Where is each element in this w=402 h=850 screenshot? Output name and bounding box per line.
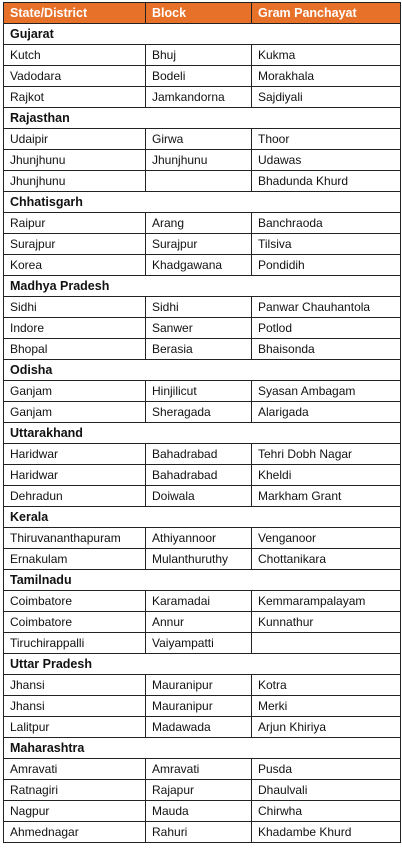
gram-panchayat-cell: Thoor [252, 129, 401, 150]
block-cell: Mulanthuruthy [146, 549, 252, 570]
block-cell: Rajapur [146, 780, 252, 801]
table-row [4, 45, 401, 66]
state-name: Maharashtra [4, 738, 401, 759]
gram-panchayat-cell: Udawas [252, 150, 401, 171]
table-row [4, 822, 401, 843]
gram-panchayat-cell: Kukma [252, 45, 401, 66]
table-row [4, 612, 401, 633]
gram-panchayat-cell: Sajdiyali [252, 87, 401, 108]
district-cell: Ganjam [4, 402, 146, 423]
district-cell: Amravati [4, 759, 146, 780]
block-cell: Annur [146, 612, 252, 633]
gram-panchayat-cell: Dhaulvali [252, 780, 401, 801]
block-cell: Madawada [146, 717, 252, 738]
table-row [4, 297, 401, 318]
block-cell: Vaiyampatti [146, 633, 252, 654]
district-cell: Indore [4, 318, 146, 339]
block-cell: Amravati [146, 759, 252, 780]
gram-panchayat-cell: Markham Grant [252, 486, 401, 507]
block-cell: Sanwer [146, 318, 252, 339]
table-row [4, 465, 401, 486]
district-cell: Sidhi [4, 297, 146, 318]
state-name: Uttarakhand [4, 423, 401, 444]
state-row [4, 570, 401, 591]
district-cell: Haridwar [4, 465, 146, 486]
state-name: Rajasthan [4, 108, 401, 129]
gram-panchayat-cell: Syasan Ambagam [252, 381, 401, 402]
block-cell: Surajpur [146, 234, 252, 255]
table-row [4, 87, 401, 108]
state-name: Kerala [4, 507, 401, 528]
table-row [4, 486, 401, 507]
table-row [4, 444, 401, 465]
district-cell: Udaipir [4, 129, 146, 150]
header-block: Block [146, 3, 252, 24]
table-row [4, 234, 401, 255]
gram-panchayat-cell: Kunnathur [252, 612, 401, 633]
gram-panchayat-cell: Venganoor [252, 528, 401, 549]
state-row [4, 738, 401, 759]
block-cell: Mauranipur [146, 675, 252, 696]
table-row [4, 696, 401, 717]
district-cell: Surajpur [4, 234, 146, 255]
block-cell: Mauda [146, 801, 252, 822]
state-row [4, 24, 401, 45]
table-row [4, 528, 401, 549]
block-cell: Jhunjhunu [146, 150, 252, 171]
district-cell: Coimbatore [4, 591, 146, 612]
district-cell: Dehradun [4, 486, 146, 507]
district-cell: Bhopal [4, 339, 146, 360]
state-name: Uttar Pradesh [4, 654, 401, 675]
gram-panchayat-cell: Bhadunda Khurd [252, 171, 401, 192]
gram-panchayat-cell: Chottanikara [252, 549, 401, 570]
block-cell: Mauranipur [146, 696, 252, 717]
gram-panchayat-cell: Arjun Khiriya [252, 717, 401, 738]
gram-panchayat-cell: Tilsiva [252, 234, 401, 255]
district-cell: Vadodara [4, 66, 146, 87]
state-name: Odisha [4, 360, 401, 381]
district-cell: Haridwar [4, 444, 146, 465]
district-cell: Kutch [4, 45, 146, 66]
table-row [4, 150, 401, 171]
block-cell: Bodeli [146, 66, 252, 87]
state-row [4, 654, 401, 675]
gram-panchayat-cell: Potlod [252, 318, 401, 339]
gram-panchayat-cell: Banchraoda [252, 213, 401, 234]
table-row [4, 339, 401, 360]
district-cell: Rajkot [4, 87, 146, 108]
gram-panchayat-cell: Khadambe Khurd [252, 822, 401, 843]
gram-panchayat-cell: Chirwha [252, 801, 401, 822]
table-row [4, 381, 401, 402]
block-cell: Girwa [146, 129, 252, 150]
gram-panchayat-cell [252, 633, 401, 654]
district-cell: Ratnagiri [4, 780, 146, 801]
block-cell: Rahuri [146, 822, 252, 843]
block-cell: Berasia [146, 339, 252, 360]
district-cell: Lalitpur [4, 717, 146, 738]
district-cell: Jhunjhunu [4, 171, 146, 192]
block-cell: Bahadrabad [146, 444, 252, 465]
gram-panchayat-cell: Tehri Dobh Nagar [252, 444, 401, 465]
table-row [4, 402, 401, 423]
block-cell: Khadgawana [146, 255, 252, 276]
block-cell: Sidhi [146, 297, 252, 318]
table-row [4, 801, 401, 822]
block-cell: Jamkandorna [146, 87, 252, 108]
table-row [4, 171, 401, 192]
district-cell: Jhansi [4, 675, 146, 696]
block-cell: Sheragada [146, 402, 252, 423]
table-header-row [4, 3, 401, 24]
table-row [4, 591, 401, 612]
table-row [4, 318, 401, 339]
gram-panchayat-cell: Merki [252, 696, 401, 717]
block-cell: Bahadrabad [146, 465, 252, 486]
table-row [4, 549, 401, 570]
state-row [4, 276, 401, 297]
gram-panchayat-cell: Kotra [252, 675, 401, 696]
table-row [4, 717, 401, 738]
district-cell: Coimbatore [4, 612, 146, 633]
table-row [4, 129, 401, 150]
table-row [4, 780, 401, 801]
district-cell: Ernakulam [4, 549, 146, 570]
state-name: Tamilnadu [4, 570, 401, 591]
district-cell: Tiruchirappalli [4, 633, 146, 654]
gram-panchayat-cell: Kemmarampalayam [252, 591, 401, 612]
block-cell [146, 171, 252, 192]
block-cell: Bhuj [146, 45, 252, 66]
gram-panchayat-cell: Kheldi [252, 465, 401, 486]
state-row [4, 192, 401, 213]
table-row [4, 213, 401, 234]
gram-panchayat-cell: Panwar Chauhantola [252, 297, 401, 318]
block-cell: Karamadai [146, 591, 252, 612]
block-cell: Doiwala [146, 486, 252, 507]
state-row [4, 507, 401, 528]
gram-panchayat-cell: Morakhala [252, 66, 401, 87]
gram-panchayat-cell: Alarigada [252, 402, 401, 423]
gram-panchayat-cell: Pusda [252, 759, 401, 780]
district-cell: Jhunjhunu [4, 150, 146, 171]
panchayat-table [3, 2, 401, 843]
table-row [4, 66, 401, 87]
block-cell: Arang [146, 213, 252, 234]
table-row [4, 759, 401, 780]
table-row [4, 675, 401, 696]
table-body [4, 24, 401, 843]
district-cell: Raipur [4, 213, 146, 234]
state-name: Gujarat [4, 24, 401, 45]
district-cell: Ganjam [4, 381, 146, 402]
state-row [4, 423, 401, 444]
gram-panchayat-cell: Bhaisonda [252, 339, 401, 360]
district-cell: Jhansi [4, 696, 146, 717]
state-name: Madhya Pradesh [4, 276, 401, 297]
block-cell: Hinjilicut [146, 381, 252, 402]
header-state-district: State/District [4, 3, 146, 24]
district-cell: Thiruvananthapuram [4, 528, 146, 549]
district-cell: Ahmednagar [4, 822, 146, 843]
state-row [4, 108, 401, 129]
state-name: Chhatisgarh [4, 192, 401, 213]
table-row [4, 633, 401, 654]
header-gram-panchayat: Gram Panchayat [252, 3, 401, 24]
block-cell: Athiyannoor [146, 528, 252, 549]
gram-panchayat-cell: Pondidih [252, 255, 401, 276]
district-cell: Nagpur [4, 801, 146, 822]
table-row [4, 255, 401, 276]
district-cell: Korea [4, 255, 146, 276]
state-row [4, 360, 401, 381]
